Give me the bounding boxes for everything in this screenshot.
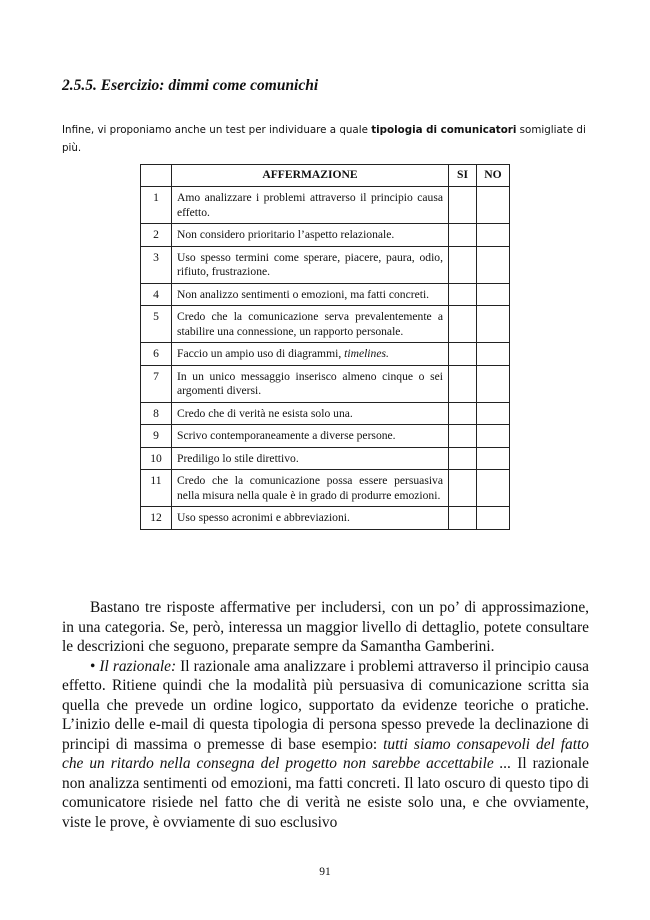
intro-bold-term: tipologia di comunicatori	[371, 124, 517, 136]
row-statement: Uso spesso termini come sperare, piacere, paura, odio, rifiuto, frustrazione.	[172, 246, 449, 283]
paragraph-intro-results: Bastano tre risposte affermative per includersi, con un po’ di approssimazione, in una categoria. Se, però, interessa un maggior livello di dettaglio, potete consultare le descrizioni che seguono, preparate sempre da Samantha Gamberini.	[62, 599, 589, 655]
table-row	[141, 187, 510, 224]
row-number: 8	[141, 402, 172, 425]
row-statement-italic: timelines.	[344, 347, 389, 360]
answer-no-cell[interactable]	[477, 224, 510, 247]
table-row	[141, 224, 510, 247]
answer-no-cell[interactable]	[477, 283, 510, 306]
razionale-example: tutti siamo consapevoli del fatto che un ritardo nella consegna del progetto non sarebbe accettabile ...	[62, 735, 589, 772]
answer-no-cell[interactable]	[477, 470, 510, 507]
table-row	[141, 365, 510, 402]
razionale-text-1: Il razionale ama analizzare i problemi attraverso il principio causa effetto. Ritiene quindi che la modalità più persuasiva di comunicazione scritta sia quella che prevede un ordine logico, supportato da evidenze teoriche o pratiche. L’inizio delle e-mail di questa tipologia di persona spesso prevede la declinazione di principi di massima o premesse di base esempio:	[62, 657, 589, 753]
row-statement	[172, 343, 449, 366]
razionale-label: Il razionale:	[99, 657, 177, 675]
row-statement: Credo che la comunicazione serva prevalentemente a stabilire una connessione, un rapporto personale.	[172, 306, 449, 343]
answer-yes-cell[interactable]	[449, 283, 477, 306]
answer-no-cell[interactable]	[477, 306, 510, 343]
table-row	[141, 343, 510, 366]
intro-paragraph	[62, 121, 590, 157]
answer-no-cell[interactable]	[477, 425, 510, 448]
row-number: 1	[141, 187, 172, 224]
header-statement: AFFERMAZIONE	[172, 165, 449, 187]
header-number	[141, 165, 172, 187]
row-number: 11	[141, 470, 172, 507]
answer-yes-cell[interactable]	[449, 246, 477, 283]
table-row	[141, 425, 510, 448]
answer-yes-cell[interactable]	[449, 365, 477, 402]
header-no: NO	[477, 165, 510, 187]
table-row	[141, 306, 510, 343]
communicator-test-table	[140, 164, 510, 530]
row-number: 2	[141, 224, 172, 247]
answer-no-cell[interactable]	[477, 402, 510, 425]
paragraph-razionale	[62, 657, 589, 833]
row-number: 7	[141, 365, 172, 402]
answer-no-cell[interactable]	[477, 507, 510, 530]
row-number: 10	[141, 447, 172, 470]
razionale-text-2: Il razionale non analizza sentimenti od emozioni, ma fatti concreti. Il lato oscuro di questo tipo di comunicatore risiede nel fatto che di verità ne esiste solo una, e che ovviamente, viste le prove, è ovviamente di suo esclusivo	[62, 755, 589, 831]
table-row	[141, 507, 510, 530]
answer-yes-cell[interactable]	[449, 447, 477, 470]
table-row	[141, 283, 510, 306]
intro-text-after: somigliate di più.	[62, 124, 586, 154]
row-number: 6	[141, 343, 172, 366]
row-statement: Prediligo lo stile direttivo.	[172, 447, 449, 470]
table-row	[141, 447, 510, 470]
bullet: •	[90, 657, 100, 675]
row-number: 9	[141, 425, 172, 448]
row-number: 4	[141, 283, 172, 306]
answer-no-cell[interactable]	[477, 343, 510, 366]
table-header-row	[141, 165, 510, 187]
row-number: 5	[141, 306, 172, 343]
answer-yes-cell[interactable]	[449, 425, 477, 448]
answer-yes-cell[interactable]	[449, 224, 477, 247]
answer-yes-cell[interactable]	[449, 306, 477, 343]
row-statement: Amo analizzare i problemi attraverso il principio causa effetto.	[172, 187, 449, 224]
table-row	[141, 470, 510, 507]
answer-no-cell[interactable]	[477, 187, 510, 224]
body-text	[62, 598, 589, 832]
intro-text-before: Infine, vi proponiamo anche un test per individuare a quale	[62, 124, 372, 136]
row-statement: In un unico messaggio inserisco almeno cinque o sei argomenti diversi.	[172, 365, 449, 402]
table-row	[141, 246, 510, 283]
answer-no-cell[interactable]	[477, 365, 510, 402]
answer-yes-cell[interactable]	[449, 507, 477, 530]
row-number: 3	[141, 246, 172, 283]
row-number: 12	[141, 507, 172, 530]
header-yes: SI	[449, 165, 477, 187]
row-statement: Credo che la comunicazione possa essere persuasiva nella misura nella quale è in grado di produrre emozioni.	[172, 470, 449, 507]
answer-yes-cell[interactable]	[449, 402, 477, 425]
answer-yes-cell[interactable]	[449, 187, 477, 224]
table-row	[141, 402, 510, 425]
row-statement-text: Faccio un ampio uso di diagrammi,	[177, 347, 345, 360]
answer-yes-cell[interactable]	[449, 470, 477, 507]
row-statement: Uso spesso acronimi e abbreviazioni.	[172, 507, 449, 530]
page-number: 91	[319, 866, 331, 878]
answer-no-cell[interactable]	[477, 447, 510, 470]
row-statement: Credo che di verità ne esista solo una.	[172, 402, 449, 425]
answer-no-cell[interactable]	[477, 246, 510, 283]
row-statement: Non analizzo sentimenti o emozioni, ma fatti concreti.	[172, 283, 449, 306]
section-title: 2.5.5. Esercizio: dimmi come comunichi	[62, 77, 319, 94]
answer-yes-cell[interactable]	[449, 343, 477, 366]
row-statement: Scrivo contemporaneamente a diverse persone.	[172, 425, 449, 448]
row-statement: Non considero prioritario l’aspetto relazionale.	[172, 224, 449, 247]
